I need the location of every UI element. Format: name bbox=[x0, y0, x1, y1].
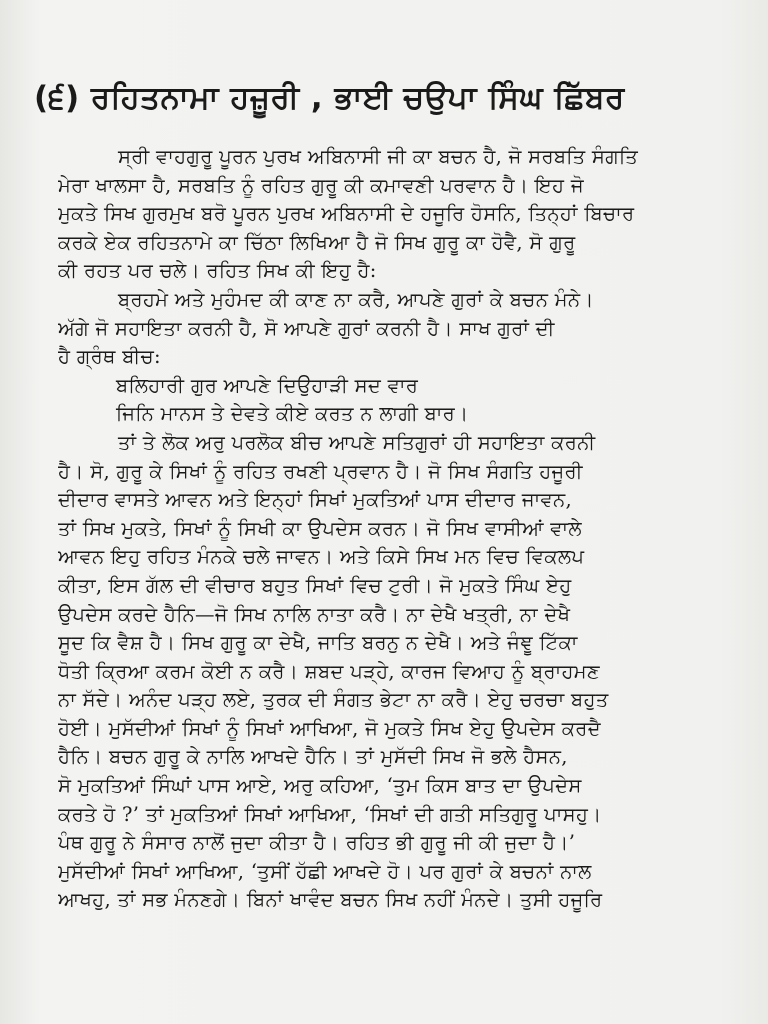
text-line: ਕੀ ਰਹਤ ਪਰ ਚਲੇ। ਰਹਿਤ ਸਿਖ ਕੀ ਇਹੁ ਹੈ: bbox=[58, 259, 377, 283]
text-line: ਮੇਰਾ ਖਾਲਸਾ ਹੈ, ਸਰਬਤਿ ਨੂੰ ਰਹਿਤ ਗੁਰੂ ਕੀ ਕਮਾਵਣੀ ਪਰਵਾਨ ਹੈ। ਇਹ ਜੋ bbox=[58, 173, 584, 197]
text-line: ਆਖਹੁ, ਤਾਂ ਸਭ ਮੰਨਣਗੇ। ਬਿਨਾਂ ਖਾਵੰਦ ਬਚਨ ਸਿਖ ਨਹੀਂ ਮੰਨਦੇ। ਤੁਸੀ ਹਜੂਰਿ bbox=[58, 888, 603, 912]
text-line: ਸੋ ਮੁਕਤਿਆਂ ਸਿੰਘਾਂ ਪਾਸ ਆਏ, ਅਰੁ ਕਹਿਆ, ‘ਤੁਮ ਕਿਸ ਬਾਤ ਦਾ ਉਪਦੇਸ bbox=[58, 774, 582, 798]
text-line: ਸੂਦ ਕਿ ਵੈਸ਼ ਹੈ। ਸਿਖ ਗੁਰੂ ਕਾ ਦੇਖੈ, ਜਾਤਿ ਬਰਨੁ ਨ ਦੇਖੈ। ਅਤੇ ਜੰਞੂ ਟਿੱਕਾ bbox=[58, 631, 578, 655]
text-line: ਹੈ। ਸੋ, ਗੁਰੂ ਕੇ ਸਿਖਾਂ ਨੂੰ ਰਹਿਤ ਰਖਣੀ ਪ੍ਰਵਾਨ ਹੈ। ਜੋ ਸਿਖ ਸੰਗਤਿ ਹਜੂਰੀ bbox=[58, 459, 583, 483]
text-line: ਮੁਸੱਦੀਆਂ ਸਿਖਾਂ ਆਖਿਆ, ‘ਤੁਸੀਂ ਹੱਛੀ ਆਖਦੇ ਹੋ। ਪਰ ਗੁਰਾਂ ਕੇ ਬਚਨਾਂ ਨਾਲ bbox=[58, 859, 592, 883]
text-line: ਹੈਨਿ। ਬਚਨ ਗੁਰੂ ਕੇ ਨਾਲਿ ਆਖਦੇ ਹੈਨਿ। ਤਾਂ ਮੁਸੱਦੀ ਸਿਖ ਜੋ ਭਲੇ ਹੈਸਨ, bbox=[58, 745, 568, 769]
text-line: ਬ੍ਰਹਮੇ ਅਤੇ ਮੁਹੰਮਦ ਕੀ ਕਾਣ ਨਾ ਕਰੈ, ਆਪਣੇ ਗੁਰਾਂ ਕੇ ਬਚਨ ਮੰਨੇ। bbox=[118, 287, 594, 311]
text-line: ਤਾਂ ਸਿਖ ਮੁਕਤੇ, ਸਿਖਾਂ ਨੂੰ ਸਿਖੀ ਕਾ ਉਪਦੇਸ ਕਰਨ। ਜੋ ਸਿਖ ਵਾਸੀਆਂ ਵਾਲੇ bbox=[58, 516, 582, 540]
text-line: ਅੱਗੇ ਜੋ ਸਹਾਇਤਾ ਕਰਨੀ ਹੈ, ਸੋ ਆਪਣੇ ਗੁਰਾਂ ਕਰਨੀ ਹੈ। ਸਾਖ ਗੁਰਾਂ ਦੀ bbox=[58, 316, 555, 340]
text-line: ਦੀਦਾਰ ਵਾਸਤੇ ਆਵਨ ਅਤੇ ਇਨ੍ਹਾਂ ਸਿਖਾਂ ਮੁਕਤਿਆਂ ਪਾਸ ਦੀਦਾਰ ਜਾਵਨ, bbox=[58, 488, 572, 512]
chapter-title: (੬) ਰਹਿਤਨਾਮਾ ਹਜ਼ੂਰੀ , ਭਾਈ ਚਉਪਾ ਸਿੰਘ ਛਿੱਬਰ bbox=[34, 80, 625, 116]
text-line: ਪੰਥ ਗੁਰੂ ਨੇ ਸੰਸਾਰ ਨਾਲੋਂ ਜੁਦਾ ਕੀਤਾ ਹੈ। ਰਹਿਤ ਭੀ ਗੁਰੂ ਜੀ ਕੀ ਜੁਦਾ ਹੈ।’ bbox=[58, 831, 576, 855]
text-line: ਉਪਦੇਸ ਕਰਦੇ ਹੈਨਿ—ਜੋ ਸਿਖ ਨਾਲਿ ਨਾਤਾ ਕਰੈ। ਨਾ ਦੇਖੈ ਖਤ੍ਰੀ, ਨਾ ਦੇਖੈ bbox=[58, 602, 571, 626]
text-line: ਆਵਨ ਇਹੁ ਰਹਿਤ ਮੰਨਕੇ ਚਲੇ ਜਾਵਨ। ਅਤੇ ਕਿਸੇ ਸਿਖ ਮਨ ਵਿਚ ਵਿਕਲਪ bbox=[58, 545, 585, 569]
text-line: ਹੋਈ। ਮੁਸੱਦੀਆਂ ਸਿਖਾਂ ਨੂੰ ਸਿਖਾਂ ਆਖਿਆ, ਜੋ ਮੁਕਤੇ ਸਿਖ ਏਹੁ ਉਪਦੇਸ ਕਰਦੈ bbox=[58, 716, 601, 740]
text-line: ਮੁਕਤੇ ਸਿਖ ਗੁਰਮੁਖ ਬਰੋ ਪੂਰਨ ਪੁਰਖ ਅਬਿਨਾਸੀ ਦੇ ਹਜੂਰਿ ਹੋਸਨਿ, ਤਿਨ੍ਹਾਂ ਬਿਚਾਰ bbox=[58, 202, 635, 226]
verse-line: ਬਲਿਹਾਰੀ ਗੁਰ ਆਪਣੇ ਦਿਉਹਾੜੀ ਸਦ ਵਾਰ bbox=[116, 373, 419, 397]
body-text bbox=[58, 143, 714, 915]
text-line: ਹੈ ਗ੍ਰੰਥ ਬੀਚ: bbox=[58, 345, 161, 369]
text-line: ਤਾਂ ਤੇ ਲੋਕ ਅਰੁ ਪਰਲੋਕ ਬੀਚ ਆਪਣੇ ਸਤਿਗੁਰਾਂ ਹੀ ਸਹਾਇਤਾ ਕਰਨੀ bbox=[118, 430, 596, 454]
text-line: ਸ੍ਰੀ ਵਾਹਗੁਰੂ ਪੂਰਨ ਪੁਰਖ ਅਬਿਨਾਸੀ ਜੀ ਕਾ ਬਚਨ ਹੈ, ਜੋ ਸਰਬਤਿ ਸੰਗਤਿ bbox=[118, 145, 639, 168]
text-line: ਕਰਤੇ ਹੋ ?’ ਤਾਂ ਮੁਕਤਿਆਂ ਸਿਖਾਂ ਆਖਿਆ, ‘ਸਿਖਾਂ ਦੀ ਗਤੀ ਸਤਿਗੁਰੂ ਪਾਸਹੁ। bbox=[58, 802, 602, 826]
verse-line: ਜਿਨਿ ਮਾਨਸ ਤੇ ਦੇਵਤੇ ਕੀਏ ਕਰਤ ਨ ਲਾਗੀ ਬਾਰ। bbox=[116, 402, 469, 426]
text-line: ਧੋਤੀ ਕ੍ਰਿਆ ਕਰਮ ਕੋਈ ਨ ਕਰੈ। ਸ਼ਬਦ ਪੜ੍ਹੇ, ਕਾਰਜ ਵਿਆਹ ਨੂੰ ਬ੍ਰਾਹਮਣ bbox=[58, 659, 600, 683]
text-line: ਕੀਤਾ, ਇਸ ਗੱਲ ਦੀ ਵੀਚਾਰ ਬਹੁਤ ਸਿਖਾਂ ਵਿਚ ਟੁਰੀ। ਜੋ ਮੁਕਤੇ ਸਿੰਘ ਏਹੁ bbox=[58, 573, 572, 597]
text-line: ਨਾ ਸੱਦੇ। ਅਨੰਦ ਪੜ੍ਹ ਲਏ, ਤੁਰਕ ਦੀ ਸੰਗਤ ਭੇਟਾ ਨਾ ਕਰੈ। ਏਹੁ ਚਰਚਾ ਬਹੁਤ bbox=[58, 688, 609, 712]
text-line: ਕਰਕੇ ਏਕ ਰਹਿਤਨਾਮੇ ਕਾ ਚਿੱਠਾ ਲਿਖਿਆ ਹੈ ਜੋ ਸਿਖ ਗੁਰੂ ਕਾ ਹੋਵੈ, ਸੋ ਗੁਰੂ bbox=[58, 230, 576, 254]
